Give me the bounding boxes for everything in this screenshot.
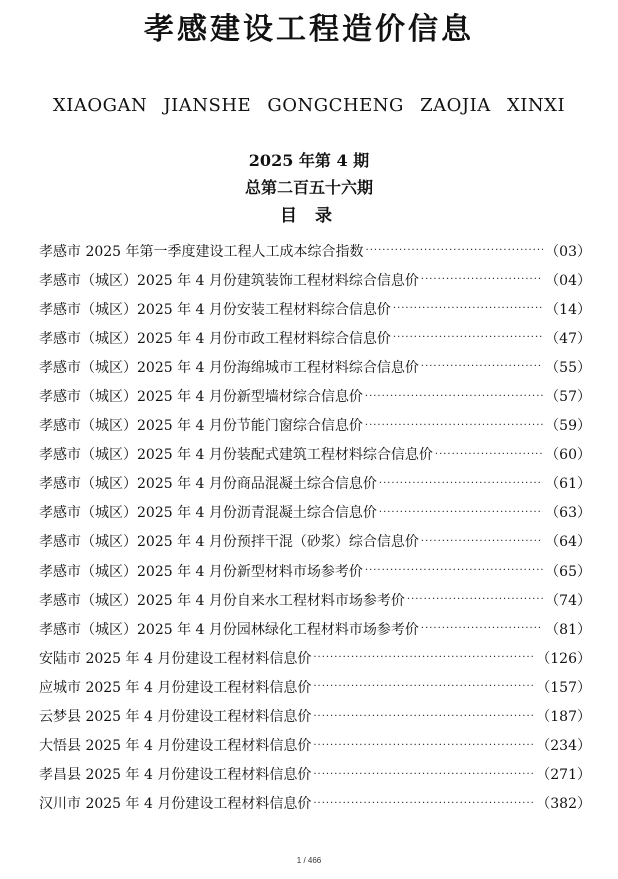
toc-item[interactable] — [39, 411, 591, 440]
toc-item-title: 孝感市（城区）2025 年 4 月份商品混凝土综合信息价 — [39, 476, 377, 493]
toc-leader-dots — [313, 652, 534, 663]
toc-item-page: （59） — [545, 418, 591, 435]
toc-item[interactable] — [39, 294, 591, 323]
toc-leader-dots — [365, 391, 543, 402]
toc-leader-dots — [393, 303, 543, 314]
table-of-contents — [39, 236, 591, 818]
toc-item-page: （81） — [545, 621, 591, 638]
toc-item-title: 孝感市（城区）2025 年 4 月份预拌干混（砂浆）综合信息价 — [39, 534, 419, 551]
toc-item[interactable] — [39, 643, 591, 672]
toc-leader-dots — [421, 361, 543, 372]
toc-item-page: （55） — [545, 359, 591, 376]
toc-item-title: 汉川市 2025 年 4 月份建设工程材料信息价 — [39, 796, 312, 813]
page-indicator: 1 / 466 — [296, 856, 322, 865]
toc-item-title: 孝感市（城区）2025 年 4 月份自来水工程材料市场参考价 — [39, 592, 405, 609]
toc-item-page: （234） — [536, 738, 591, 755]
toc-leader-dots — [313, 681, 534, 692]
toc-item[interactable] — [39, 352, 591, 381]
document-title: 孝感建设工程造价信息 — [144, 12, 474, 47]
toc-heading: 目 录 — [280, 206, 338, 226]
toc-item-title: 孝感市 2025 年第一季度建设工程人工成本综合指数 — [39, 243, 364, 260]
toc-item-title: 应城市 2025 年 4 月份建设工程材料信息价 — [39, 679, 312, 696]
toc-item-page: （63） — [545, 505, 591, 522]
toc-item-page: （60） — [545, 447, 591, 464]
toc-item[interactable] — [39, 469, 591, 498]
toc-item[interactable] — [39, 265, 591, 294]
issue-number: 2025 年第 4 期 — [248, 151, 370, 170]
toc-leader-dots — [421, 536, 543, 547]
toc-leader-dots — [435, 449, 543, 460]
toc-item[interactable] — [39, 731, 591, 760]
toc-item[interactable] — [39, 381, 591, 410]
toc-item-page: （47） — [545, 330, 591, 347]
toc-leader-dots — [365, 420, 543, 431]
toc-item-title: 孝感市（城区）2025 年 4 月份安装工程材料综合信息价 — [39, 301, 391, 318]
toc-item[interactable] — [39, 672, 591, 701]
toc-item-title: 孝昌县 2025 年 4 月份建设工程材料信息价 — [39, 767, 312, 784]
toc-item-title: 孝感市（城区）2025 年 4 月份新型材料市场参考价 — [39, 563, 363, 580]
toc-item-title: 安陆市 2025 年 4 月份建设工程材料信息价 — [39, 650, 312, 667]
toc-leader-dots — [379, 478, 543, 489]
toc-item[interactable] — [39, 527, 591, 556]
toc-item-page: （61） — [545, 476, 591, 493]
toc-item[interactable] — [39, 440, 591, 469]
toc-leader-dots — [421, 274, 543, 285]
toc-item[interactable] — [39, 789, 591, 818]
toc-item-title: 孝感市（城区）2025 年 4 月份市政工程材料综合信息价 — [39, 330, 391, 347]
toc-leader-dots — [313, 798, 534, 809]
toc-item[interactable] — [39, 702, 591, 731]
toc-item-page: （04） — [545, 272, 591, 289]
toc-leader-dots — [393, 332, 543, 343]
toc-leader-dots — [313, 769, 534, 780]
toc-item-title: 云梦县 2025 年 4 月份建设工程材料信息价 — [39, 709, 312, 726]
toc-leader-dots — [407, 594, 543, 605]
toc-leader-dots — [366, 245, 544, 256]
toc-item-title: 孝感市（城区）2025 年 4 月份新型墙材综合信息价 — [39, 389, 363, 406]
toc-item-page: （74） — [545, 592, 591, 609]
toc-item-page: （382） — [536, 796, 591, 813]
toc-item-page: （157） — [536, 679, 591, 696]
toc-item[interactable] — [39, 585, 591, 614]
toc-item-title: 孝感市（城区）2025 年 4 月份节能门窗综合信息价 — [39, 418, 363, 435]
toc-item[interactable] — [39, 323, 591, 352]
toc-item-title: 孝感市（城区）2025 年 4 月份装配式建筑工程材料综合信息价 — [39, 447, 433, 464]
toc-item-page: （14） — [545, 301, 591, 318]
toc-item[interactable] — [39, 236, 591, 265]
toc-item-page: （57） — [545, 389, 591, 406]
issue-total-number: 总第二百五十六期 — [244, 178, 373, 197]
toc-item[interactable] — [39, 760, 591, 789]
toc-item-title: 大悟县 2025 年 4 月份建设工程材料信息价 — [39, 738, 312, 755]
toc-leader-dots — [379, 507, 543, 518]
toc-leader-dots — [313, 740, 534, 751]
toc-item[interactable] — [39, 498, 591, 527]
toc-item-title: 孝感市（城区）2025 年 4 月份海绵城市工程材料综合信息价 — [39, 359, 419, 376]
toc-item-page: （187） — [536, 709, 591, 726]
toc-item[interactable] — [39, 556, 591, 585]
toc-leader-dots — [365, 565, 543, 576]
toc-item-title: 孝感市（城区）2025 年 4 月份建筑装饰工程材料综合信息价 — [39, 272, 419, 289]
toc-leader-dots — [421, 623, 543, 634]
toc-item-page: （64） — [545, 534, 591, 551]
toc-item-page: （03） — [545, 243, 591, 260]
toc-item[interactable] — [39, 614, 591, 643]
document-title-pinyin: XIAOGAN JIANSHE GONGCHENG ZAOJIA XINXI — [52, 95, 566, 116]
toc-item-title: 孝感市（城区）2025 年 4 月份园林绿化工程材料市场参考价 — [39, 621, 419, 638]
toc-leader-dots — [313, 711, 534, 722]
toc-item-page: （126） — [536, 650, 591, 667]
toc-item-page: （65） — [545, 563, 591, 580]
toc-item-page: （271） — [536, 767, 591, 784]
toc-item-title: 孝感市（城区）2025 年 4 月份沥青混凝土综合信息价 — [39, 505, 377, 522]
